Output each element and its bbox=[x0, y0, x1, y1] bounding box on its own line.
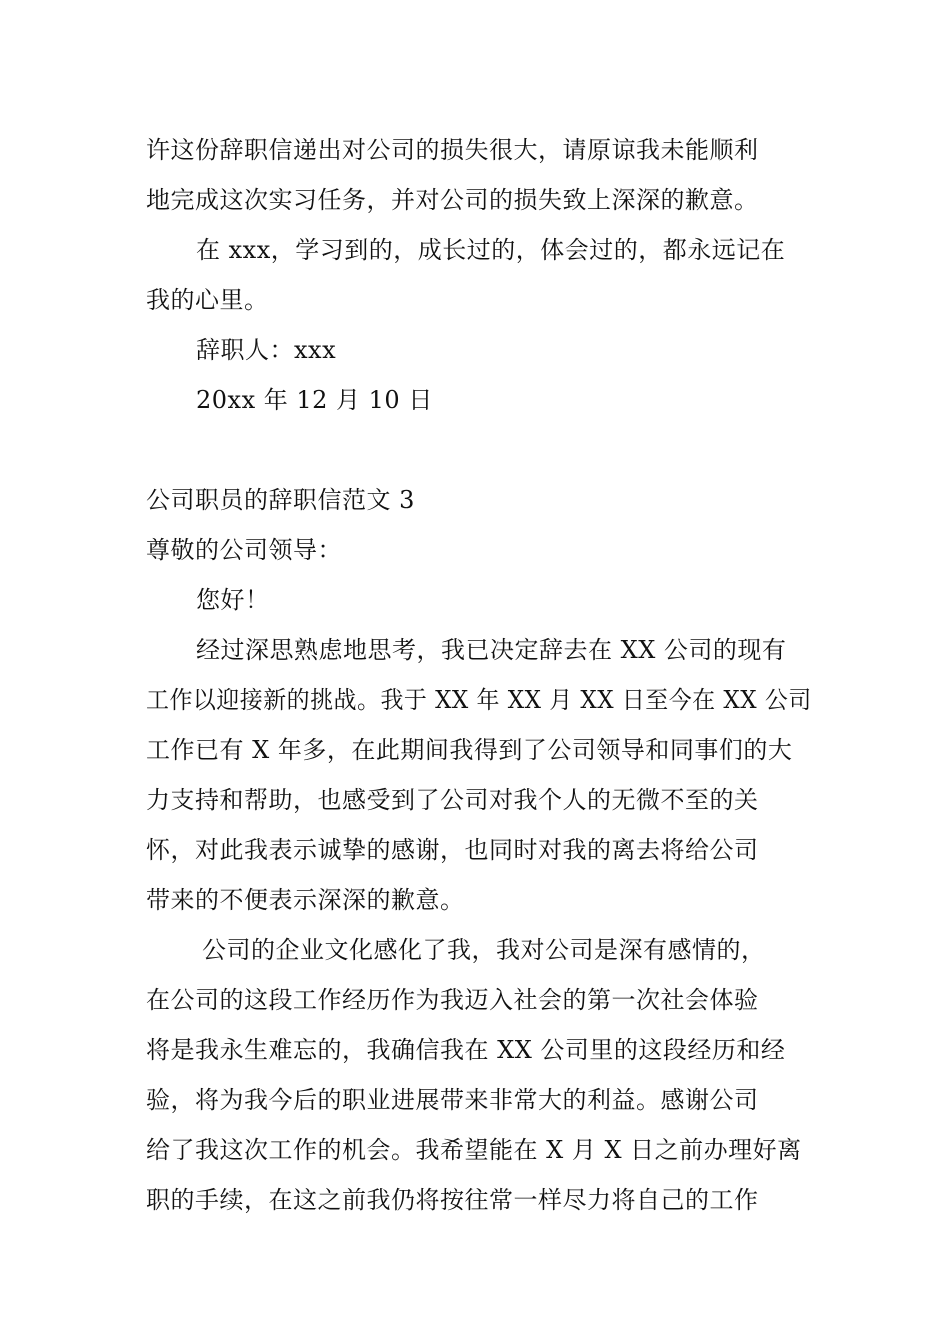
paragraph-line: 带来的不便表示深深的歉意。 bbox=[146, 886, 465, 914]
paragraph-line: 力支持和帮助，也感受到了公司对我个人的无微不至的关 bbox=[146, 786, 759, 814]
paragraph-line: 在 xxx，学习到的，成长过的，体会过的，都永远记在 bbox=[196, 236, 786, 264]
paragraph-line: 将是我永生难忘的，我确信我在 XX 公司里的这段经历和经 bbox=[146, 1036, 786, 1064]
paragraph-line: 我的心里。 bbox=[146, 286, 269, 314]
salutation: 尊敬的公司领导： bbox=[146, 536, 342, 564]
paragraph-line: 职的手续，在这之前我仍将按往常一样尽力将自己的工作 bbox=[146, 1186, 759, 1214]
paragraph-line: 验，将为我今后的职业进展带来非常大的利益。感谢公司 bbox=[146, 1086, 759, 1114]
paragraph-line: 地完成这次实习任务，并对公司的损失致上深深的歉意。 bbox=[146, 186, 759, 214]
paragraph-line: 工作以迎接新的挑战。我于 XX 年 XX 月 XX 日至今在 XX 公司 bbox=[146, 686, 812, 714]
date-line: 20xx 年 12 月 10 日 bbox=[196, 386, 433, 414]
paragraph-line: 公司的企业文化感化了我，我对公司是深有感情的， bbox=[202, 936, 766, 964]
greeting: 您好！ bbox=[196, 586, 270, 614]
paragraph-line: 在公司的这段工作经历作为我迈入社会的第一次社会体验 bbox=[146, 986, 759, 1014]
section-title: 公司职员的辞职信范文 3 bbox=[146, 486, 415, 514]
signature-line: 辞职人：xxx bbox=[196, 336, 337, 364]
paragraph-line: 经过深思熟虑地思考，我已决定辞去在 XX 公司的现有 bbox=[196, 636, 787, 664]
paragraph-line: 工作已有 X 年多，在此期间我得到了公司领导和同事们的大 bbox=[146, 736, 793, 764]
paragraph-line: 给了我这次工作的机会。我希望能在 X 月 X 日之前办理好离 bbox=[146, 1136, 802, 1164]
paragraph-line: 怀，对此我表示诚挚的感谢，也同时对我的离去将给公司 bbox=[146, 836, 759, 864]
paragraph-line: 许这份辞职信递出对公司的损失很大，请原谅我未能顺利 bbox=[146, 136, 759, 164]
